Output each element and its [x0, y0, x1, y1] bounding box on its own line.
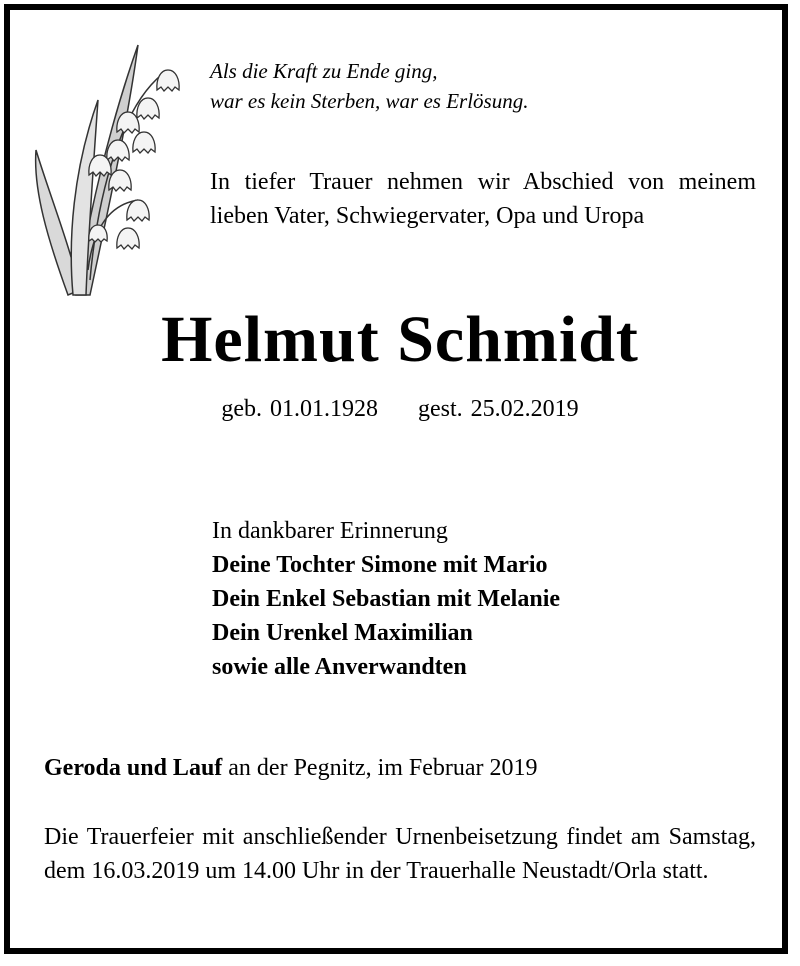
life-dates [0, 394, 800, 424]
deceased-name: Helmut Schmidt [161, 303, 639, 376]
place-names: Geroda und Lauf [44, 755, 223, 781]
mourners-block [212, 514, 752, 684]
mourner-line: sowie alle Anverwandten [212, 654, 467, 680]
mourner-line: Deine Tochter Simone mit Mario [212, 552, 548, 578]
birth-date: geb. 01.01.1928 [221, 396, 378, 422]
place-date-line [44, 752, 764, 784]
quote [210, 56, 770, 116]
place-date-rest: an der Pegnitz, im Februar 2019 [222, 755, 538, 781]
quote-line-2: war es kein Sterben, war es Erlösung. [210, 89, 529, 113]
mourners-heading: In dankbarer Erinnerung [212, 518, 448, 544]
funeral-notice: Die Trauerfeier mit anschließender Urnenbeisetzung findet am Samstag, dem 16.03.2019 um 14.00 Uhr in der Trauerhalle Neustadt/Orla statt. [44, 824, 756, 884]
intro-text: In tiefer Trauer nehmen wir Abschied von meinem lieben Vater, Schwiegervater, Opa und Uropa [210, 169, 756, 229]
mourner-line: Dein Enkel Sebastian mit Melanie [212, 586, 561, 612]
lily-of-the-valley-icon [28, 40, 198, 300]
death-date: gest. 25.02.2019 [417, 396, 579, 422]
quote-line-1: Als die Kraft zu Ende ging, [210, 59, 438, 83]
mourner-line: Dein Urenkel Maximilian [212, 620, 473, 646]
